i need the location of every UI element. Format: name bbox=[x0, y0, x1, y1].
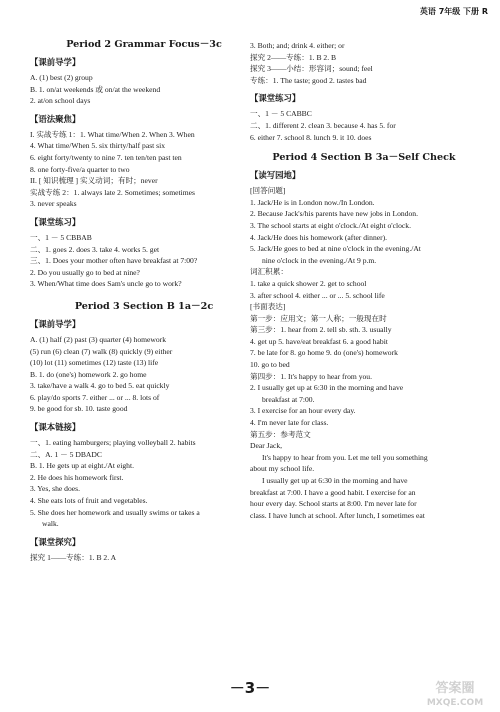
answer-line: 2. Do you usually go to bed at nine? bbox=[30, 267, 140, 277]
answer-line: nine o'clock in the evening./At 9 p.m. bbox=[262, 255, 377, 265]
page-header: 英语 7年级 下册 R bbox=[419, 7, 488, 16]
left-column bbox=[30, 34, 258, 563]
answer-line: A. (1) half (2) past (3) quarter (4) homework bbox=[30, 334, 167, 344]
section-heading: 【课前导学】 bbox=[30, 57, 81, 67]
answer-line: 第四步：1. It's happy to hear from you. bbox=[250, 371, 373, 381]
answer-line: (5) run (6) clean (7) walk (8) quickly (9) either bbox=[30, 346, 173, 356]
answer-line: 2. at/on school days bbox=[30, 96, 91, 106]
right-column bbox=[250, 40, 478, 521]
answer-line: B. 1. do (one's) homework 2. go home bbox=[30, 369, 147, 379]
letter-line: breakfast at 7:00. I have a good habit. I exercise for an bbox=[250, 487, 416, 497]
answer-line: 3. The school starts at eight o'clock./At eight o'clock. bbox=[250, 220, 411, 230]
section-heading: 【课前导学】 bbox=[30, 318, 81, 329]
answer-line: walk. bbox=[42, 519, 59, 529]
answer-line: 6. play/do sports 7. either ... or ... 8. lots of bbox=[30, 392, 160, 402]
answer-line: 一、1 － 5 CABBC bbox=[250, 109, 312, 119]
sub-heading: 词汇积累： bbox=[250, 267, 288, 277]
answer-line: 探究 2——专练：1. B 2. B bbox=[250, 52, 337, 62]
answer-line: 4. Jack/He does his homework (after dinner). bbox=[250, 232, 388, 242]
answer-line: 2. I usually get up at 6:30 in the morning and have bbox=[250, 383, 404, 393]
answer-line: 二、A. 1 － 5 DBADC bbox=[30, 449, 102, 459]
section-heading: 【课本链接】 bbox=[30, 422, 81, 433]
answer-line: 4. I'm never late for class. bbox=[250, 418, 329, 428]
period-2-title: Period 2 Grammar Focus－3c bbox=[66, 39, 222, 50]
letter-line: It's happy to hear from you. Let me tell you something bbox=[262, 452, 428, 462]
answer-line: breakfast at 7:00. bbox=[262, 394, 315, 404]
letter-line: hour every day. School starts at 8:00. I'm never late for bbox=[250, 499, 417, 509]
answer-line: 2. Because Jack's/his parents have new jobs in London. bbox=[250, 209, 418, 219]
answer-line: 实战专练 2：1. always late 2. Sometimes; sometimes bbox=[30, 187, 195, 197]
period-4-title: Period 4 Section B 3a－Self Check bbox=[272, 152, 456, 164]
answer-line: 4. She eats lots of fruit and vegetables. bbox=[30, 496, 148, 506]
answer-line: 7. be late for 8. go home 9. do (one's) homework bbox=[250, 348, 398, 358]
section-heading: 【课堂探究】 bbox=[30, 536, 81, 547]
answer-line: I. 实战专练 1：1. What time/When 2. When 3. When bbox=[30, 129, 195, 139]
answer-line: 3. I exercise for an hour every day. bbox=[250, 406, 356, 416]
answer-line: 3. after school 4. either ... or ... 5. school life bbox=[250, 290, 385, 300]
answer-line: 二、1. different 2. clean 3. because 4. has 5. for bbox=[250, 120, 396, 130]
answer-line: 3. take/have a walk 4. go to bed 5. eat quickly bbox=[30, 381, 170, 391]
letter-line: I usually get up at 6:30 in the morning and have bbox=[262, 476, 408, 485]
sub-heading: [回答问题] bbox=[250, 186, 286, 196]
answer-line: 专练：1. The taste; good 2. tastes bad bbox=[250, 75, 367, 85]
answer-line: 5. Jack/He goes to bed at nine o'clock in the evening./At bbox=[250, 244, 421, 254]
section-heading: 【课堂练习】 bbox=[250, 93, 301, 104]
section-heading: 【读写园地】 bbox=[250, 170, 301, 181]
answer-line: 探究 1——专练：1. B 2. A bbox=[30, 552, 117, 562]
answer-line: 2. He does his homework first. bbox=[30, 472, 124, 482]
answer-line: 三、1. Does your mother often have breakfast at 7:00? bbox=[30, 256, 198, 266]
period-3-title: Period 3 Section B 1a－2c bbox=[74, 300, 214, 312]
section-heading: 【语法聚焦】 bbox=[30, 113, 81, 124]
answer-line: 5. She does her homework and usually swims or takes a bbox=[30, 507, 200, 517]
answer-line: 第五步：参考范文 bbox=[250, 429, 311, 439]
watermark-text: 答案圈 bbox=[435, 681, 475, 696]
answer-line: 二、1. goes 2. does 3. take 4. works 5. get bbox=[30, 244, 160, 254]
answer-line: 9. be good for sb. 10. taste good bbox=[30, 404, 128, 414]
answer-line: 6. either 7. school 8. lunch 9. it 10. does bbox=[250, 132, 372, 142]
answer-line: 10. go to bed bbox=[250, 360, 290, 370]
answer-line: 4. What time/When 5. six thirty/half past six bbox=[30, 141, 166, 151]
answer-line: II. [ 知识梳理 ] 实义动词；有时；never bbox=[30, 176, 158, 186]
answer-line: (10) lot (11) sometimes (12) taste (13) life bbox=[30, 358, 159, 368]
answer-line: 6. eight forty/twenty to nine 7. ten ten/ten past ten bbox=[30, 152, 182, 162]
letter-greeting: Dear Jack, bbox=[250, 441, 283, 451]
answer-line: 一、1 － 5 CBBAB bbox=[30, 232, 92, 242]
answer-line: 3. never speaks bbox=[30, 199, 77, 209]
watermark-logo bbox=[416, 678, 494, 708]
answer-line: A. (1) best (2) group bbox=[30, 73, 93, 82]
answer-line: 一、1. eating hamburgers; playing volleyball 2. habits bbox=[30, 438, 196, 448]
answer-line: 4. get up 5. have/eat breakfast 6. a good habit bbox=[250, 336, 388, 346]
answer-line: 第一步：应用文；第一人称；一般现在时 bbox=[250, 313, 387, 323]
answer-line: 3. Both; and; drink 4. either; or bbox=[250, 41, 345, 50]
answer-line: B. 1. on/at weekends 或 on/at the weekend bbox=[30, 84, 161, 94]
answer-line: B. 1. He gets up at eight./At eight. bbox=[30, 461, 134, 471]
answer-line: 第三步：1. hear from 2. tell sb. sth. 3. usually bbox=[250, 325, 392, 335]
sub-heading: [书面表达] bbox=[250, 302, 286, 312]
answer-line: 3. When/What time does Sam's uncle go to work? bbox=[30, 279, 182, 289]
answer-line: 8. one forty-five/a quarter to two bbox=[30, 164, 130, 174]
answer-line: 1. take a quick shower 2. get to school bbox=[250, 278, 367, 288]
section-heading: 【课堂练习】 bbox=[30, 216, 81, 227]
answer-line: 1. Jack/He is in London now./In London. bbox=[250, 197, 375, 207]
answer-line: 3. Yes, she does. bbox=[30, 484, 80, 494]
letter-line: about my school life. bbox=[250, 464, 315, 474]
letter-line: class. I have lunch at school. After lunch, I sometimes eat bbox=[250, 510, 425, 520]
page-number: －3－ bbox=[229, 679, 271, 697]
answer-line: 探究 3——小结：形容词；sound; feel bbox=[250, 64, 373, 74]
watermark-url: MXQE.COM bbox=[426, 698, 484, 708]
